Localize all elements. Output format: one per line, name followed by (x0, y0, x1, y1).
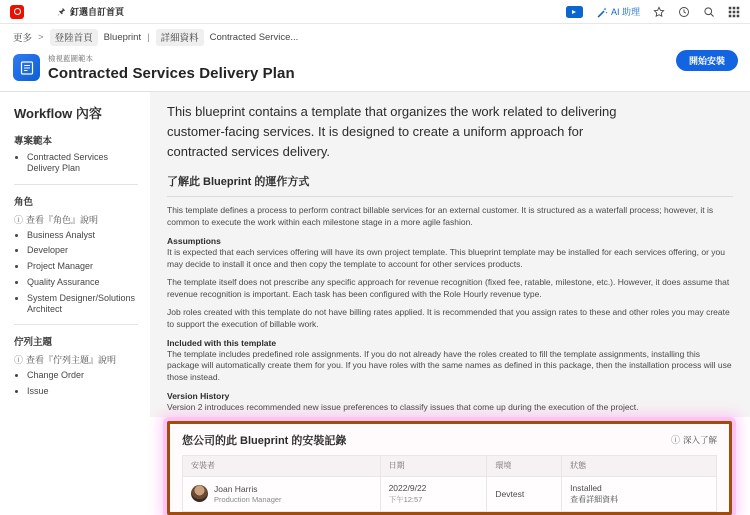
media-badge-icon[interactable] (566, 6, 583, 18)
column-environment: 環境 (487, 455, 562, 476)
sidebar-item-role[interactable]: • System Designer/Solutions Architect (27, 293, 138, 316)
main-panel (150, 92, 750, 505)
install-environment: Devtest (495, 488, 525, 499)
top-app-bar (0, 0, 750, 24)
pin-icon (56, 7, 66, 17)
column-date: 日期 (380, 455, 487, 476)
roles-list (14, 230, 138, 316)
installer-role: Production Manager (214, 494, 282, 504)
breadcrumb-more[interactable]: 更多 (13, 33, 33, 44)
info-icon: ⓘ (670, 435, 680, 446)
info-icon: ⓘ (14, 214, 24, 225)
pin-label: 釘選自訂首頁 (70, 7, 125, 17)
info-icon: ⓘ (14, 355, 24, 365)
breadcrumb (0, 24, 750, 50)
queue-list (14, 370, 138, 397)
description-subheading: Version History (167, 390, 230, 401)
sidebar-item-role[interactable]: • Project Manager (27, 261, 138, 272)
learn-more-label: 深入了解 (682, 434, 717, 445)
page-title: Contracted Services Delivery Plan (48, 65, 295, 82)
magic-wand-icon (596, 6, 608, 18)
ai-assistant-label: AI 助理 (610, 7, 640, 17)
sidebar-heading-queue: 佇列主題 (14, 337, 53, 348)
page-header (0, 50, 750, 92)
sidebar-item-queue[interactable]: • Issue (27, 386, 138, 397)
roles-help-link[interactable] (14, 213, 138, 226)
install-history-title: 您公司的此 Blueprint 的安裝記錄 (182, 434, 347, 447)
blueprint-description (167, 205, 732, 413)
workflow-sidebar (0, 92, 150, 417)
ai-assistant-button[interactable] (596, 5, 640, 18)
description-paragraph: It is expected that each services offering will have its own project template. This blueprint template may be installed for each services offering, or you may decide to install it once and then copy the template to account for other services products. (167, 246, 725, 269)
installer-name[interactable]: Joan Harris (214, 483, 258, 494)
pin-custom-home[interactable] (56, 5, 124, 18)
favorites-star-icon[interactable] (653, 6, 665, 18)
breadcrumb-landing-chip[interactable]: 登陸首頁 (50, 29, 98, 46)
install-date: 2022/9/22 (388, 482, 427, 493)
sidebar-item-role[interactable]: • Business Analyst (27, 230, 138, 241)
search-icon[interactable] (703, 6, 715, 18)
column-installer: 安裝者 (183, 455, 381, 476)
breadcrumb-details-chip[interactable]: 詳細資料 (156, 29, 204, 46)
start-install-button[interactable]: 開始安裝 (676, 50, 738, 71)
table-row (183, 476, 717, 512)
install-history-card (167, 421, 732, 515)
recents-clock-icon[interactable] (678, 6, 690, 18)
avatar (191, 485, 208, 502)
blueprint-intro: This blueprint contains a template that organizes the work related to delivering customer-facing services. It is designed to create a uniform approach for contracted services delivery. (167, 104, 617, 160)
description-paragraph: The template itself does not prescribe any specific approach for revenue recognition (fixed fee, ratable, milestone, etc.). However, it does assume that revenue recognition is important. Each task has been configured with the Role Hourly revenue type. (167, 276, 730, 299)
description-paragraph: The template includes predefined role assignments. If you do not already have the roles created to fill the template assignments, installing this package will automatically create them for you. If you have roles with the same names as defined in this package, then the installation process will use those instead. (167, 348, 732, 383)
learn-more-link[interactable] (671, 433, 717, 446)
view-details-link[interactable]: 查看詳細資料 (570, 495, 619, 505)
breadcrumb-separator: > (38, 31, 44, 43)
breadcrumb-blueprint[interactable]: Blueprint (103, 31, 142, 43)
sidebar-divider (14, 324, 138, 325)
sidebar-item-role[interactable]: • Developer (27, 245, 138, 256)
page-eyebrow: 檢視藍圖範本 (48, 54, 93, 63)
description-subheading: Assumptions (167, 235, 221, 246)
breadcrumb-pipe: | (147, 31, 150, 43)
install-history-table (182, 455, 717, 513)
how-it-works-heading: 了解此 Blueprint 的運作方式 (167, 176, 310, 189)
roles-help-label: 查看『角色』說明 (26, 214, 99, 225)
description-paragraph: Version 2 introduces recommended new issue preferences to classify issues that come up during the execution of the project. (167, 401, 639, 412)
install-status: Installed (570, 482, 602, 493)
description-paragraph: This template defines a process to perform contract billable services for an external customer. It is structured as a waterfall process; however, it is common to execute the work within each milestone stage in a more agile fashion. (167, 205, 714, 228)
install-time: 下午12:57 (388, 494, 423, 504)
description-subheading: Included with this template (167, 337, 277, 348)
queue-help-link[interactable] (14, 353, 138, 366)
sidebar-item-role[interactable]: • Quality Assurance (27, 277, 138, 288)
template-list (14, 152, 138, 175)
sidebar-heading-roles: 角色 (14, 196, 34, 208)
sidebar-divider (14, 184, 138, 185)
sidebar-title: Workflow 內容 (14, 106, 102, 121)
sidebar-heading-template: 專案範本 (14, 136, 53, 147)
sidebar-item-template[interactable]: • Contracted Services Delivery Plan (27, 152, 138, 175)
sidebar-item-queue[interactable]: • Change Order (27, 370, 138, 381)
workfront-logo-icon[interactable] (10, 5, 24, 19)
breadcrumb-current: Contracted Service... (209, 31, 299, 43)
description-paragraph: Job roles created with this template do not have billing rates applied. It is recommended that you assign rates to these and other roles you may create to support the execution of billable work. (167, 307, 730, 330)
queue-help-label: 查看『佇列主題』說明 (26, 355, 117, 365)
blueprint-app-icon (13, 54, 40, 81)
section-rule (167, 196, 733, 197)
app-grid-icon[interactable] (728, 6, 740, 18)
column-status: 狀態 (562, 455, 717, 476)
